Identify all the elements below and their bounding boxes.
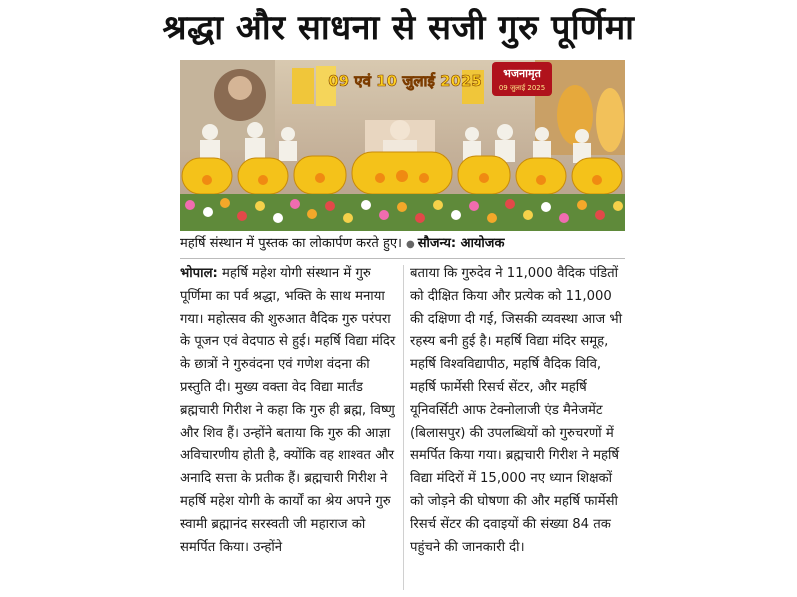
photo-caption <box>180 233 625 255</box>
event-photo <box>180 60 625 231</box>
dateline: भोपाल: <box>180 266 218 281</box>
column-divider <box>403 265 404 590</box>
caption-rule <box>180 258 625 259</box>
article-column-left <box>180 263 400 559</box>
article-text-left: महर्षि महेश योगी संस्थान में गुरु पूर्णिमा का पर्व श्रद्धा, भक्ति के साथ मनाया गया। महोत्सव की शुरुआत वैदिक गुरु परंपरा के पूजन एवं वेदपाठ से हुई। महर्षि विद्या मंदिर के छात्रों ने गुरुवंदना एवं गणेश वंदना की प्रस्तुति दी। मुख्य वक्ता वेद विद्या मार्तंड ब्रह्मचारी गिरीश ने कहा कि गुरु ही ब्रह्म, विष्णु और शिव हैं। उन्होंने बताया कि गुरु की आज्ञा अविचारणीय होती है, क्योंकि वह शाश्वत और अनादि सत्ता के प्रतीक हैं। ब्रह्मचारी गिरीश ने महर्षि महेश योगी के कार्यों का श्रेय अपने गुरु स्वामी ब्रह्मानंद सरस्वती जी महाराज को समर्पित किया। उन्होंने <box>180 266 396 555</box>
badge-date: 09 जुलाई 2025 <box>498 84 546 92</box>
badge-title: भजनामृत <box>503 67 541 80</box>
banner-date: 09 एवं 10 जुलाई 2025 <box>328 72 482 90</box>
headline: श्रद्धा और साधना से सजी गुरु पूर्णिमा <box>162 8 635 48</box>
bhajanamrit-badge <box>492 62 552 96</box>
article-column-right <box>410 263 625 559</box>
caption-text: महर्षि संस्थान में पुस्तक का लोकार्पण करते हुए। <box>180 236 402 251</box>
caption-credit: सौजन्य: आयोजक <box>417 236 505 251</box>
article-text-right: बताया कि गुरुदेव ने 11,000 वैदिक पंडितों को दीक्षित किया और प्रत्येक को 11,000 की दक्षिणा दी गई, जिसकी व्यवस्था आज भी रहस्य बनी हुई है। महर्षि विद्या मंदिर समूह, महर्षि विश्वविद्यापीठ, महर्षि वैदिक विवि, महर्षि फार्मेसी रिसर्च सेंटर, और महर्षि यूनिवर्सिटी आफ टेक्नोलाजी एंड मैनेजमेंट (बिलासपुर) की उपलब्धियों को गुरुचरणों में समर्पित किया गया। ब्रह्मचारी गिरीश ने महर्षि विद्या मंदिरों में 15,000 नए ध्यान शिक्षकों को जोड़ने की घोषणा की और महर्षि फार्मेसी रिसर्च सेंटर की दवाइयों की संख्या 84 तक पहुंचने की जानकारी दी। <box>410 266 623 555</box>
bullet-icon: ● <box>405 239 415 250</box>
